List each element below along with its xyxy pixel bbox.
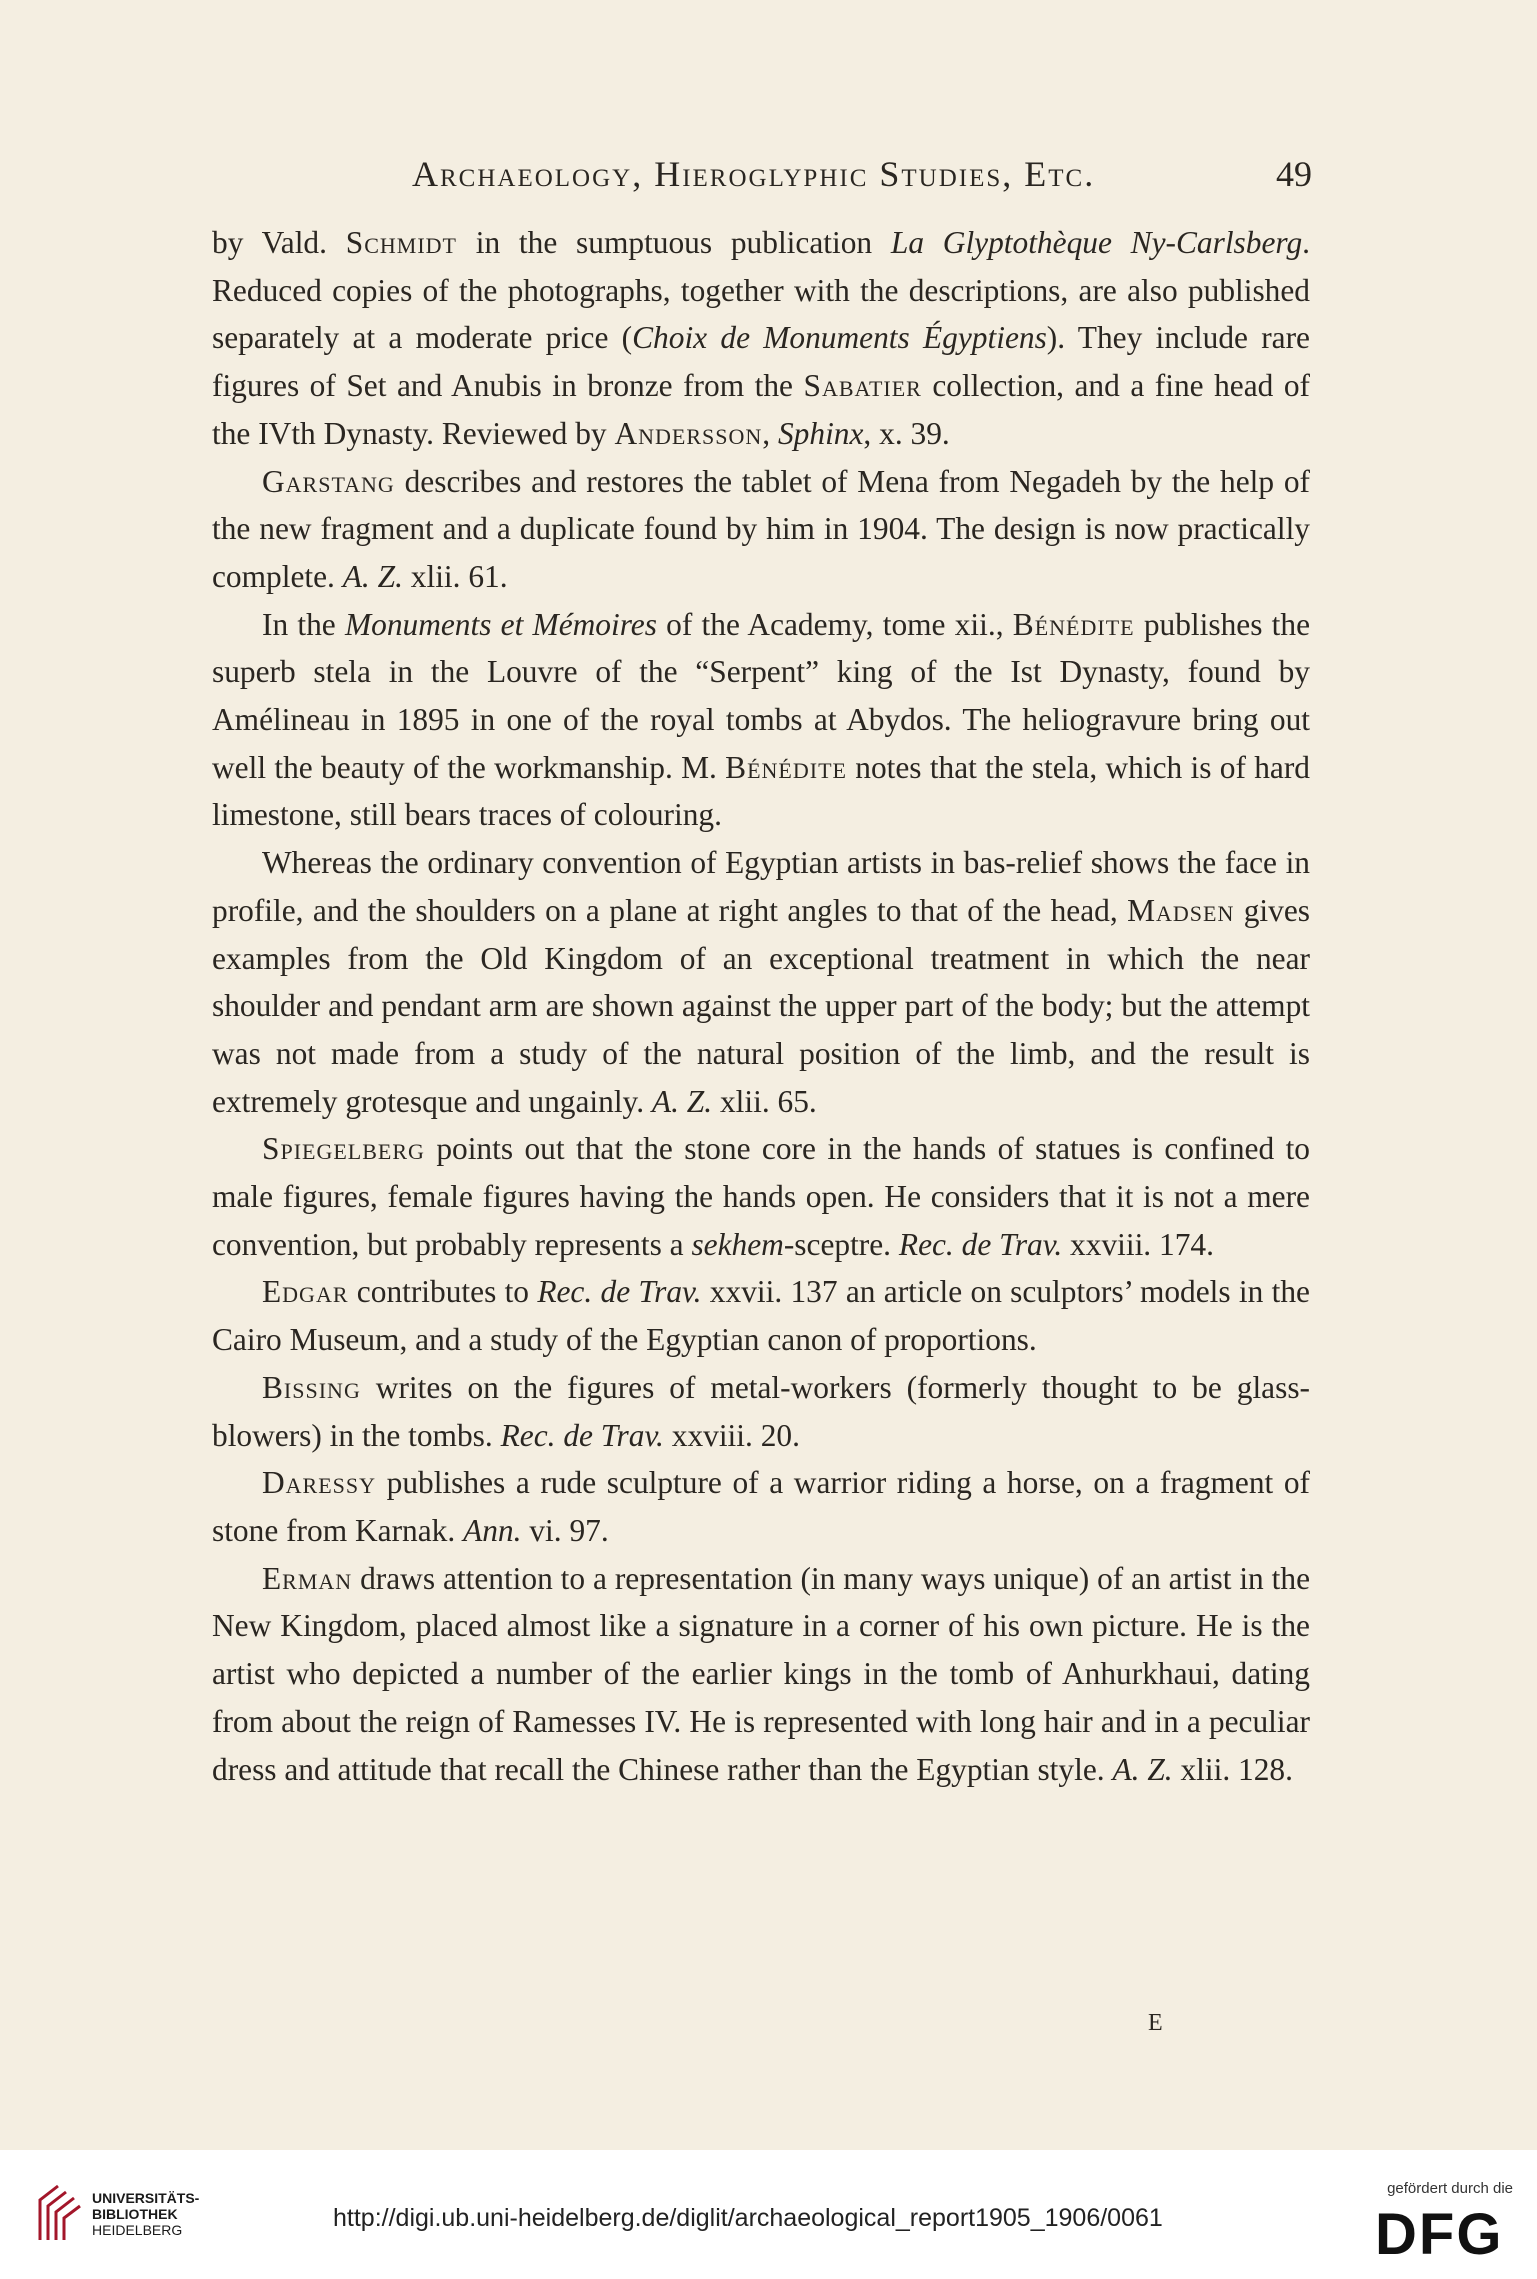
citation: Rec. de Trav.	[537, 1274, 702, 1310]
publication-title: Monuments et Mémoires	[344, 606, 657, 642]
author-name: Daressy	[262, 1465, 377, 1501]
svg-text:DFG: DFG	[1375, 2208, 1504, 2258]
paragraph-edgar: Edgar contributes to Rec. de Trav. xxvii. 137 an article on sculptors’ models in the Cairo Museum, and a study of the Egyptian canon of proportions.	[212, 1274, 1310, 1358]
author-name: Erman	[262, 1560, 353, 1596]
signature-mark: E	[1148, 2010, 1163, 2036]
author-name: Edgar	[262, 1274, 349, 1310]
page-number: 49	[1276, 154, 1312, 194]
author-name: Bissing	[262, 1369, 361, 1405]
page-header	[212, 153, 1312, 203]
citation: Rec. de Trav.	[898, 1226, 1063, 1262]
running-head: Archaeology, Hieroglyphic Studies, Etc.	[412, 154, 1096, 194]
paragraph-bissing: Bissing writes on the figures of metal-workers (formerly thought to be glass-blowers) in the tombs. Rec. de Trav. xxviii. 20.	[212, 1369, 1310, 1453]
term: sekhem	[691, 1226, 784, 1262]
author-name: Spiegelberg	[262, 1131, 425, 1167]
author-name: Schmidt	[345, 225, 457, 260]
dfg-logo-icon	[1375, 2208, 1517, 2258]
publication-title: Sphinx	[777, 415, 864, 451]
paragraph-benedite: In the Monuments et Mémoires of the Academy, tome xii., Bénédite publishes the superb stela in the Louvre of the “Serpent” king of the Ist Dynasty, found by Amélineau in 1895 in one of the royal tombs at Abydos. The heliogravure bring out well the beauty of the workmanship. M. Bénédite notes that the stela, which is of hard limestone, still bears traces of colouring.	[212, 606, 1310, 833]
author-name: Sabatier	[803, 368, 922, 404]
publication-title: La Glyptothèque Ny-Carlsberg	[890, 225, 1303, 260]
paragraph-spiegelberg: Spiegelberg points out that the stone core in the hands of statues is confined to male figures, female figures having the hands open. He considers that it is not a mere convention, but probably represents a sekhem-sceptre. Rec. de Trav. xxviii. 174.	[212, 1131, 1310, 1262]
library-logo-icon	[34, 2182, 84, 2242]
publication-title: Choix de Monuments Égyptiens	[632, 320, 1047, 356]
citation: A. Z.	[342, 558, 403, 594]
digitization-footer	[0, 2150, 1537, 2279]
paragraph-erman: Erman draws attention to a representation (in many ways unique) of an artist in the New Kingdom, placed almost like a signature in a corner of his own picture. He is the artist who depicted a number of the earlier kings in the tomb of Anhurkhaui, dating from about the reign of Ramesses IV. He is represented with long hair and in a peculiar dress and attitude that recall the Chinese rather than the Egyptian style. A. Z. xlii. 128.	[212, 1560, 1310, 1787]
citation: A. Z.	[1112, 1751, 1173, 1787]
author-name: Garstang	[262, 463, 395, 499]
author-name: Bénédite	[725, 749, 847, 785]
paragraph-schmidt: by Vald. Schmidt in the sumptuous publication La Glyptothèque Ny-Carlsberg. Reduced copies of the photographs, together with the descriptions, are also published separately at a moderate price (Choix de Monuments Égyptiens). They include rare figures of Set and Anubis in bronze from the Sabatier collection, and a fine head of the IVth Dynasty. Reviewed by Andersson, Sphinx, x. 39.	[212, 225, 1311, 451]
main-text	[212, 219, 1310, 1793]
citation: Ann.	[463, 1512, 522, 1548]
library-name: UNIVERSITÄTS- BIBLIOTHEK HEIDELBERG	[92, 2190, 200, 2238]
permalink-url[interactable]: http://digi.ub.uni-heidelberg.de/diglit/archaeological_report1905_1906/0061	[333, 2204, 1163, 2232]
paragraph-daressy: Daressy publishes a rude sculpture of a warrior riding a horse, on a fragment of stone from Karnak. Ann. vi. 97.	[212, 1465, 1310, 1548]
paragraph-garstang: Garstang describes and restores the tablet of Mena from Negadeh by the help of the new fragment and a duplicate found by him in 1904. The design is now practically complete. A. Z. xlii. 61.	[212, 463, 1310, 594]
citation: A. Z.	[651, 1083, 713, 1119]
citation: Rec. de Trav.	[500, 1417, 664, 1453]
author-name: Bénédite	[1012, 606, 1135, 642]
author-name: Andersson	[614, 415, 763, 451]
funded-by-label: gefördert durch die	[1387, 2180, 1513, 2197]
author-name: Madsen	[1127, 892, 1235, 928]
paragraph-madsen: Whereas the ordinary convention of Egyptian artists in bas-relief shows the face in profile, and the shoulders on a plane at right angles to that of the head, Madsen gives examples from the Old Kingdom of an exceptional treatment in which the near shoulder and pendant arm are shown against the upper part of the body; but the attempt was not made from a study of the natural position of the limb, and the result is extremely grotesque and ungainly. A. Z. xlii. 65.	[212, 845, 1310, 1119]
